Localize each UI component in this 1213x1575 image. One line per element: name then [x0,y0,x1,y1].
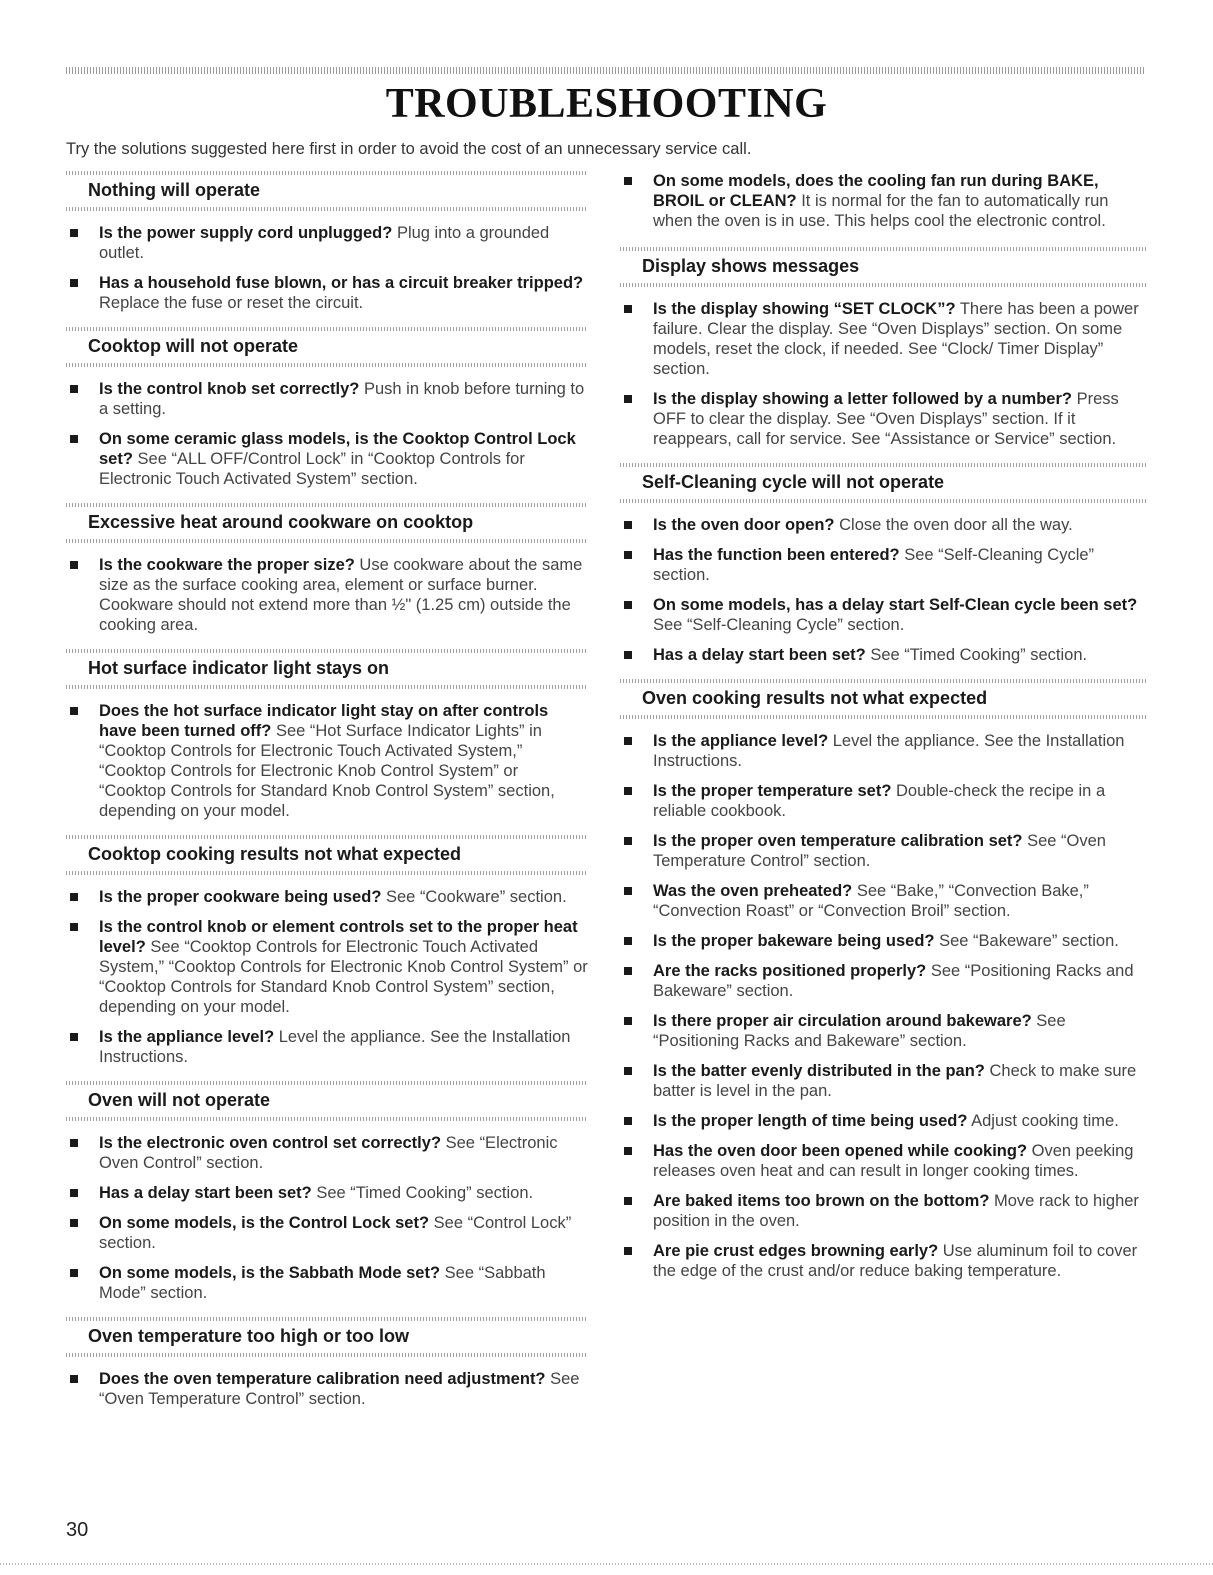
bullet-icon [624,177,632,185]
question-text: Is the oven door open? [653,516,835,534]
bullet-icon [70,561,78,569]
troubleshooting-section [620,463,1148,665]
section-heading: Display shows messages [620,247,1148,287]
answer-text: Move rack to higher position in the oven. [653,1192,1139,1230]
question-text: Is the appliance level? [653,732,829,750]
troubleshooting-item [66,1263,588,1303]
bullet-icon [624,837,632,845]
question-text: Is the control knob or element controls set to the proper heat level? [99,918,578,956]
troubleshooting-item [66,273,588,313]
answer-text: See “Oven Temperature Control” section. [653,832,1106,870]
troubleshooting-item [620,1111,1148,1131]
troubleshooting-item [66,887,588,907]
troubleshooting-item [66,1213,588,1253]
troubleshooting-item [620,299,1148,379]
troubleshooting-item [620,961,1148,1001]
answer-text: Adjust cooking time. [971,1112,1119,1130]
question-text: Has a delay start been set? [99,1184,312,1202]
answer-text: There has been a power failure. Clear the display. See “Oven Displays” section. On some models, reset the clock, if needed. See “Clock/ Timer Display” section. [653,300,1139,378]
lead-item-list [620,171,1148,231]
answer-text: See “Electronic Oven Control” section. [99,1134,558,1172]
question-text: Is the appliance level? [99,1028,275,1046]
section-heading: Excessive heat around cookware on cooktop [66,503,588,543]
bullet-icon [624,967,632,975]
answer-text: See “Timed Cooking” section. [870,646,1088,664]
bullet-icon [70,923,78,931]
bullet-icon [624,1067,632,1075]
troubleshooting-item [620,931,1148,951]
item-list [620,299,1148,449]
troubleshooting-item [620,389,1148,449]
bullet-icon [624,937,632,945]
item-list [66,1133,588,1303]
bullet-icon [624,601,632,609]
question-text: On some models, has a delay start Self-Clean cycle been set? [653,596,1138,614]
troubleshooting-item [66,917,588,1017]
item-list [66,223,588,313]
troubleshooting-item [620,831,1148,871]
right-column [620,171,1148,1295]
answer-text: Close the oven door all the way. [839,516,1073,534]
answer-text: Use cookware about the same size as the surface cooking area, element or surface burner. Cookware should not extend more than ½" (1.25 cm) outside the cooking area. [99,556,583,634]
answer-text: Replace the fuse or reset the circuit. [99,294,364,312]
answer-text: Press OFF to clear the display. See “Oven Displays” section. If it reappears, call for service. See “Assistance or Service” section. [653,390,1119,448]
item-list [66,555,588,635]
question-text: On some models, is the Control Lock set? [99,1214,430,1232]
bullet-icon [70,1033,78,1041]
question-text: On some models, is the Sabbath Mode set? [99,1264,441,1282]
question-text: Does the oven temperature calibration need adjustment? [99,1370,546,1388]
troubleshooting-item [620,1011,1148,1051]
bullet-icon [70,435,78,443]
section-heading: Self-Cleaning cycle will not operate [620,463,1148,503]
bullet-icon [70,1375,78,1383]
troubleshooting-section [66,503,588,635]
troubleshooting-section [66,835,588,1067]
bullet-icon [624,651,632,659]
bullet-icon [624,395,632,403]
item-list [66,887,588,1067]
section-heading: Cooktop will not operate [66,327,588,367]
question-text: On some models, does the cooling fan run during BAKE, BROIL or CLEAN? [653,172,1099,210]
troubleshooting-item [620,1061,1148,1101]
answer-text: See “Control Lock” section. [99,1214,572,1252]
troubleshooting-item [620,645,1148,665]
troubleshooting-section [66,327,588,489]
bullet-icon [624,1197,632,1205]
troubleshooting-item [66,1133,588,1173]
troubleshooting-item [66,701,588,821]
section-heading: Oven will not operate [66,1081,588,1121]
answer-text: See “Cookware” section. [386,888,567,906]
troubleshooting-section [66,1317,588,1409]
bullet-icon [70,707,78,715]
bullet-icon [624,1247,632,1255]
answer-text: See “Oven Temperature Control” section. [99,1370,580,1408]
answer-text: Check to make sure batter is level in the pan. [653,1062,1137,1100]
bullet-icon [70,385,78,393]
item-list [66,379,588,489]
troubleshooting-section [66,649,588,821]
troubleshooting-item [620,1241,1148,1281]
question-text: Is the proper length of time being used? [653,1112,968,1130]
question-text: Is the proper temperature set? [653,782,892,800]
troubleshooting-item [620,1141,1148,1181]
troubleshooting-item [620,1191,1148,1231]
question-text: Is the control knob set correctly? [99,380,360,398]
question-text: Does the hot surface indicator light stay on after controls have been turned off? [99,702,549,740]
bullet-icon [70,1269,78,1277]
question-text: Is the proper oven temperature calibration set? [653,832,1023,850]
troubleshooting-item [620,881,1148,921]
question-text: Is the display showing a letter followed by a number? [653,390,1072,408]
troubleshooting-item [66,1369,588,1409]
section-heading: Oven temperature too high or too low [66,1317,588,1357]
answer-text: Double-check the recipe in a reliable cookbook. [653,782,1106,820]
answer-text: Plug into a grounded outlet. [99,224,550,262]
answer-text: Level the appliance. See the Installation Instructions. [99,1028,571,1066]
left-column [66,171,588,1423]
bullet-icon [624,1117,632,1125]
answer-text: See “Bake,” “Convection Bake,” “Convection Roast” or “Convection Broil” section. [653,882,1089,920]
question-text: Are baked items too brown on the bottom? [653,1192,990,1210]
troubleshooting-section [66,1081,588,1303]
troubleshooting-section [620,679,1148,1281]
answer-text: See “Timed Cooking” section. [316,1184,534,1202]
bullet-icon [70,1139,78,1147]
troubleshooting-item [620,545,1148,585]
troubleshooting-item [620,595,1148,635]
troubleshooting-section [66,171,588,313]
answer-text: Push in knob before turning to a setting. [99,380,585,418]
troubleshooting-item [66,429,588,489]
answer-text: Level the appliance. See the Installation Instructions. [653,732,1125,770]
troubleshooting-item [66,1027,588,1067]
answer-text: See “Cooktop Controls for Electronic Touch Activated System,” “Cooktop Controls for Electronic Knob Control System” or “Cooktop Controls for Standard Knob Control System” section, depending on your model. [99,938,588,1016]
section-heading: Nothing will operate [66,171,588,211]
bullet-icon [70,1189,78,1197]
bullet-icon [70,1219,78,1227]
question-text: Has the function been entered? [653,546,900,564]
troubleshooting-item [66,223,588,263]
answer-text: Use aluminum foil to cover the edge of the crust and/or reduce baking temperature. [653,1242,1138,1280]
bullet-icon [70,279,78,287]
section-heading: Oven cooking results not what expected [620,679,1148,719]
bullet-icon [624,737,632,745]
troubleshooting-section [620,247,1148,449]
question-text: Has a household fuse blown, or has a circuit breaker tripped? [99,274,584,292]
bullet-icon [624,521,632,529]
question-text: Is there proper air circulation around bakeware? [653,1012,1032,1030]
troubleshooting-item [620,515,1148,535]
section-heading: Cooktop cooking results not what expected [66,835,588,875]
answer-text: See “Sabbath Mode” section. [99,1264,546,1302]
question-text: Is the electronic oven control set correctly? [99,1134,442,1152]
troubleshooting-item [66,1183,588,1203]
top-rule [66,67,1146,74]
item-list [66,1369,588,1409]
bullet-icon [70,893,78,901]
item-list [620,515,1148,665]
answer-text: See “Positioning Racks and Bakeware” section. [653,962,1134,1000]
bullet-icon [70,229,78,237]
answer-text: See “Hot Surface Indicator Lights” in “Cooktop Controls for Electronic Touch Activated System,” “Cooktop Controls for Electronic Knob Control System” or “Cooktop Controls for Standard Knob Control System” section, depending on your model. [99,722,555,820]
troubleshooting-item [66,379,588,419]
question-text: Is the batter evenly distributed in the pan? [653,1062,985,1080]
bullet-icon [624,551,632,559]
bullet-icon [624,1017,632,1025]
answer-text: Oven peeking releases oven heat and can result in longer cooking times. [653,1142,1134,1180]
item-list [66,701,588,821]
question-text: Is the display showing “SET CLOCK”? [653,300,956,318]
answer-text: See “ALL OFF/Control Lock” in “Cooktop Controls for Electronic Touch Activated System” section. [99,450,525,488]
question-text: Is the cookware the proper size? [99,556,355,574]
question-text: Are the racks positioned properly? [653,962,927,980]
question-text: Has the oven door been opened while cooking? [653,1142,1028,1160]
troubleshooting-item [620,781,1148,821]
question-text: Are pie crust edges browning early? [653,1242,939,1260]
bullet-icon [624,1147,632,1155]
question-text: Is the power supply cord unplugged? [99,224,393,242]
question-text: Is the proper bakeware being used? [653,932,935,950]
question-text: On some ceramic glass models, is the Cooktop Control Lock set? [99,430,576,468]
answer-text: See “Self-Cleaning Cycle” section. [653,546,1095,584]
answer-text: See “Positioning Racks and Bakeware” section. [653,1012,1066,1050]
answer-text: It is normal for the fan to automatically run when the oven is in use. This helps cool the electronic control. [653,192,1109,230]
bottom-rule [0,1563,1213,1565]
intro-text: Try the solutions suggested here first in order to avoid the cost of an unnecessary service call. [66,140,752,158]
answer-text: See “Self-Cleaning Cycle” section. [653,616,905,634]
troubleshooting-item [66,555,588,635]
section-heading: Hot surface indicator light stays on [66,649,588,689]
troubleshooting-item [620,171,1148,231]
page-title: TROUBLESHOOTING [385,81,828,127]
bullet-icon [624,305,632,313]
page-number: 30 [66,1519,89,1541]
question-text: Has a delay start been set? [653,646,866,664]
bullet-icon [624,887,632,895]
item-list [620,731,1148,1281]
bullet-icon [624,787,632,795]
answer-text: See “Bakeware” section. [939,932,1119,950]
troubleshooting-item [620,731,1148,771]
question-text: Was the oven preheated? [653,882,853,900]
question-text: Is the proper cookware being used? [99,888,382,906]
